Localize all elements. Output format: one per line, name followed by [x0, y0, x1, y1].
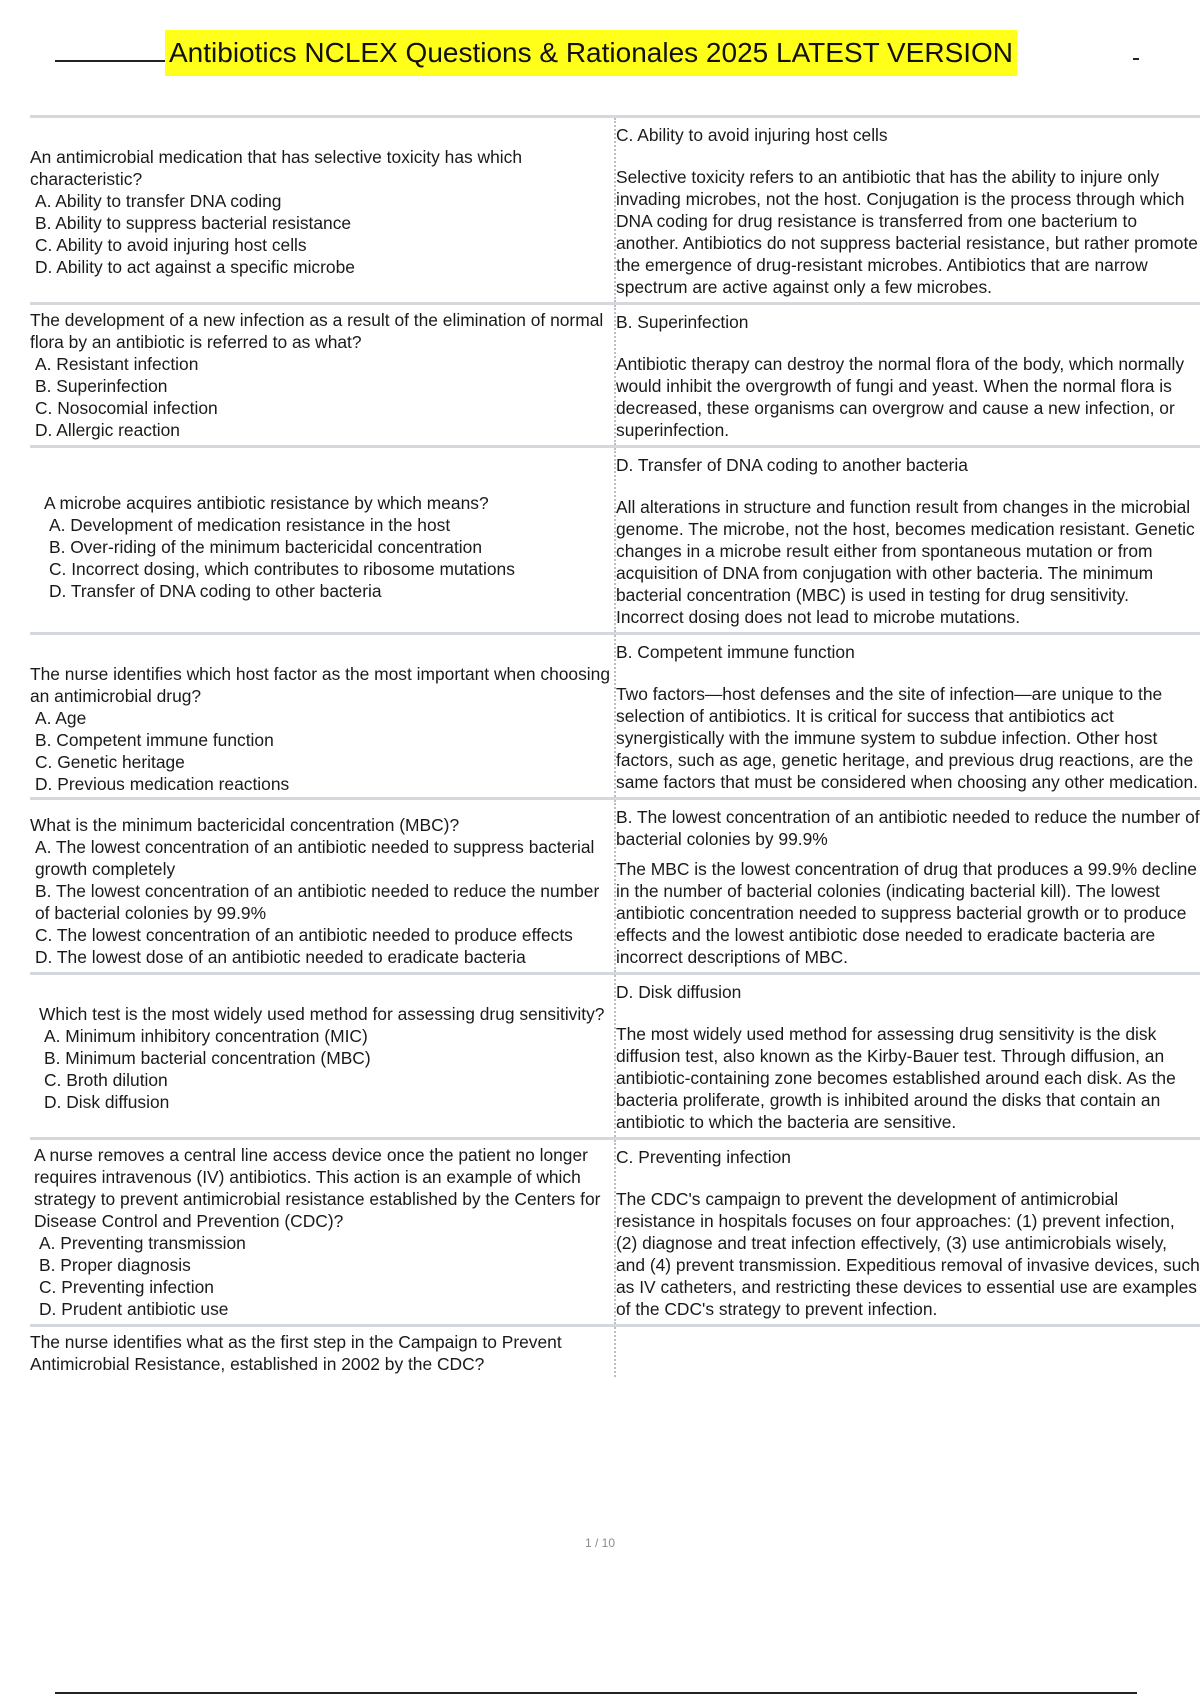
option: A. Preventing transmission: [39, 1233, 246, 1253]
question-text: A nurse removes a central line access device once the patient no longer requires intravenous (IV) antibiotics. This action is an example of which strategy to prevent antimicrobial resistance established by the Centers for Disease Control and Prevention (CDC)?: [34, 1145, 601, 1231]
answer-text: B. Superinfection: [616, 312, 749, 332]
answer-cell: [615, 974, 1200, 1139]
option: D. Disk diffusion: [44, 1092, 170, 1112]
option: B. Over-riding of the minimum bactericidal concentration: [49, 537, 483, 557]
answer-text: D. Transfer of DNA coding to another bacteria: [616, 455, 968, 475]
table-row: [30, 1139, 1200, 1326]
option: B. Minimum bacterial concentration (MBC): [44, 1048, 371, 1068]
option: C. The lowest concentration of an antibiotic needed to produce effects: [35, 925, 573, 945]
table-row: [30, 634, 1200, 799]
answer-text: C. Preventing infection: [616, 1147, 791, 1167]
option: A. Resistant infection: [35, 354, 199, 374]
option: A. Age: [35, 708, 87, 728]
answer-cell: [615, 304, 1200, 447]
question-cell: [30, 1139, 615, 1326]
question-cell: [30, 799, 615, 974]
option: A. Development of medication resistance in the host: [49, 515, 451, 535]
rationale-text: The CDC's campaign to prevent the development of antimicrobial resistance in hospitals focuses on four approaches: (1) prevent infection, (2) diagnose and treat infection effectively, (3) use antimicrobials wisely, and (4) prevent transmission. Expeditious removal of invasive devices, such as IV catheters, and restricting these devices to essential use are examples of the CDC's strategy to prevent infection.: [616, 1189, 1200, 1319]
qa-table: [30, 115, 1200, 1377]
answer-text: B. The lowest concentration of an antibiotic needed to reduce the number of bacterial colonies by 99.9%: [616, 807, 1200, 849]
question-cell: [30, 304, 615, 447]
page-number: 1 / 10: [584, 1536, 616, 1550]
question-text: The nurse identifies which host factor as the most important when choosing an antimicrobial drug?: [30, 664, 610, 706]
option: C. Genetic heritage: [35, 752, 185, 772]
table-row: [30, 974, 1200, 1139]
option: A. Ability to transfer DNA coding: [35, 191, 282, 211]
answer-cell: [615, 634, 1200, 799]
question-cell: [30, 974, 615, 1139]
question-cell: [30, 1326, 615, 1378]
table-row: [30, 799, 1200, 974]
question-text: An antimicrobial medication that has selective toxicity has which characteristic?: [30, 147, 522, 189]
option: C. Incorrect dosing, which contributes to ribosome mutations: [49, 559, 515, 579]
answer-cell: [615, 1139, 1200, 1326]
table-row: [30, 1326, 1200, 1378]
table-row: [30, 447, 1200, 634]
question-text: A microbe acquires antibiotic resistance by which means?: [44, 493, 489, 513]
answer-cell: [615, 447, 1200, 634]
option: A. Minimum inhibitory concentration (MIC): [44, 1026, 368, 1046]
answer-cell: [615, 117, 1200, 304]
option: B. Ability to suppress bacterial resistance: [35, 213, 352, 233]
rationale-text: Selective toxicity refers to an antibiotic that has the ability to injure only invading microbes, not the host. Conjugation is the process through which DNA coding for drug resistance is transferred from one bacterium to another. Antibiotics do not suppress bacterial resistance, but rather promote the emergence of drug-resistant microbes. Antibiotics that are narrow spectrum are active against only a few microbes.: [616, 167, 1198, 297]
answer-cell: [615, 799, 1200, 974]
rationale-text: The MBC is the lowest concentration of drug that produces a 99.9% decline in the number of bacterial colonies (indicating bacterial kill). The lowest antibiotic concentration needed to suppress bacterial growth or to produce effects and the lowest antibiotic dose needed to eradicate bacteria are incorrect descriptions of MBC.: [616, 859, 1197, 967]
option: C. Ability to avoid injuring host cells: [35, 235, 307, 255]
question-cell: [30, 634, 615, 799]
option: B. The lowest concentration of an antibiotic needed to reduce the number of bacterial colonies by 99.9%: [35, 881, 600, 923]
option: A. The lowest concentration of an antibiotic needed to suppress bacterial growth completely: [35, 837, 595, 879]
option: D. The lowest dose of an antibiotic needed to eradicate bacteria: [35, 947, 526, 967]
table-row: [30, 117, 1200, 304]
rationale-text: All alterations in structure and function result from changes in the microbial genome. The microbe, not the host, becomes medication resistant. Genetic changes in a microbe result either from spontaneous mutation or from acquisition of DNA from conjugation with other bacteria. The minimum bacterial concentration (MBC) is used in testing for drug sensitivity. Incorrect dosing does not lead to microbe mutations.: [616, 497, 1195, 627]
question-text: What is the minimum bactericidal concentration (MBC)?: [30, 815, 460, 835]
option: C. Broth dilution: [44, 1070, 168, 1090]
question-text: Which test is the most widely used method for assessing drug sensitivity?: [39, 1004, 605, 1024]
option: D. Prudent antibiotic use: [39, 1299, 229, 1319]
question-cell: [30, 117, 615, 304]
rationale-text: The most widely used method for assessing drug sensitivity is the disk diffusion test, also known as the Kirby-Bauer test. Through diffusion, an antibiotic-containing zone becomes established around each disk. As the bacteria proliferate, growth is inhibited around the disks that contain an antibiotic to which the bacteria are sensitive.: [616, 1024, 1176, 1132]
option: C. Preventing infection: [39, 1277, 214, 1297]
title-rule-right: [1133, 58, 1139, 60]
rationale-text: Antibiotic therapy can destroy the normal flora of the body, which normally would inhibit the overgrowth of fungi and yeast. When the normal flora is decreased, these organisms can overgrow and cause a new infection, or superinfection.: [616, 354, 1185, 440]
answer-text: B. Competent immune function: [616, 642, 855, 662]
title-rule-left: [55, 60, 165, 62]
question-text: The nurse identifies what as the first step in the Campaign to Prevent Antimicrobial Resistance, established in 2002 by the CDC?: [30, 1332, 562, 1374]
answer-text: C. Ability to avoid injuring host cells: [616, 125, 888, 145]
question-cell: [30, 447, 615, 634]
option: D. Ability to act against a specific microbe: [35, 257, 355, 277]
document-header: [55, 30, 1137, 82]
option: D. Previous medication reactions: [35, 774, 290, 794]
option: B. Proper diagnosis: [39, 1255, 191, 1275]
answer-cell: [615, 1326, 1200, 1378]
table-row: [30, 304, 1200, 447]
option: B. Superinfection: [35, 376, 168, 396]
option: C. Nosocomial infection: [35, 398, 218, 418]
option: D. Allergic reaction: [35, 420, 180, 440]
answer-text: D. Disk diffusion: [616, 982, 742, 1002]
option: B. Competent immune function: [35, 730, 274, 750]
option: D. Transfer of DNA coding to other bacteria: [49, 581, 382, 601]
question-text: The development of a new infection as a result of the elimination of normal flora by an antibiotic is referred to as what?: [30, 310, 604, 352]
footer-rule: [55, 1692, 1137, 1694]
document-title: Antibiotics NCLEX Questions & Rationales 2025 LATEST VERSION: [165, 30, 1017, 76]
rationale-text: Two factors—host defenses and the site of infection—are unique to the selection of antibiotics. It is critical for success that antibiotics act synergistically with the immune system to subdue infection. Other host factors, such as age, genetic heritage, and previous drug reactions, are the same factors that must be considered when choosing any other medication.: [616, 684, 1198, 792]
